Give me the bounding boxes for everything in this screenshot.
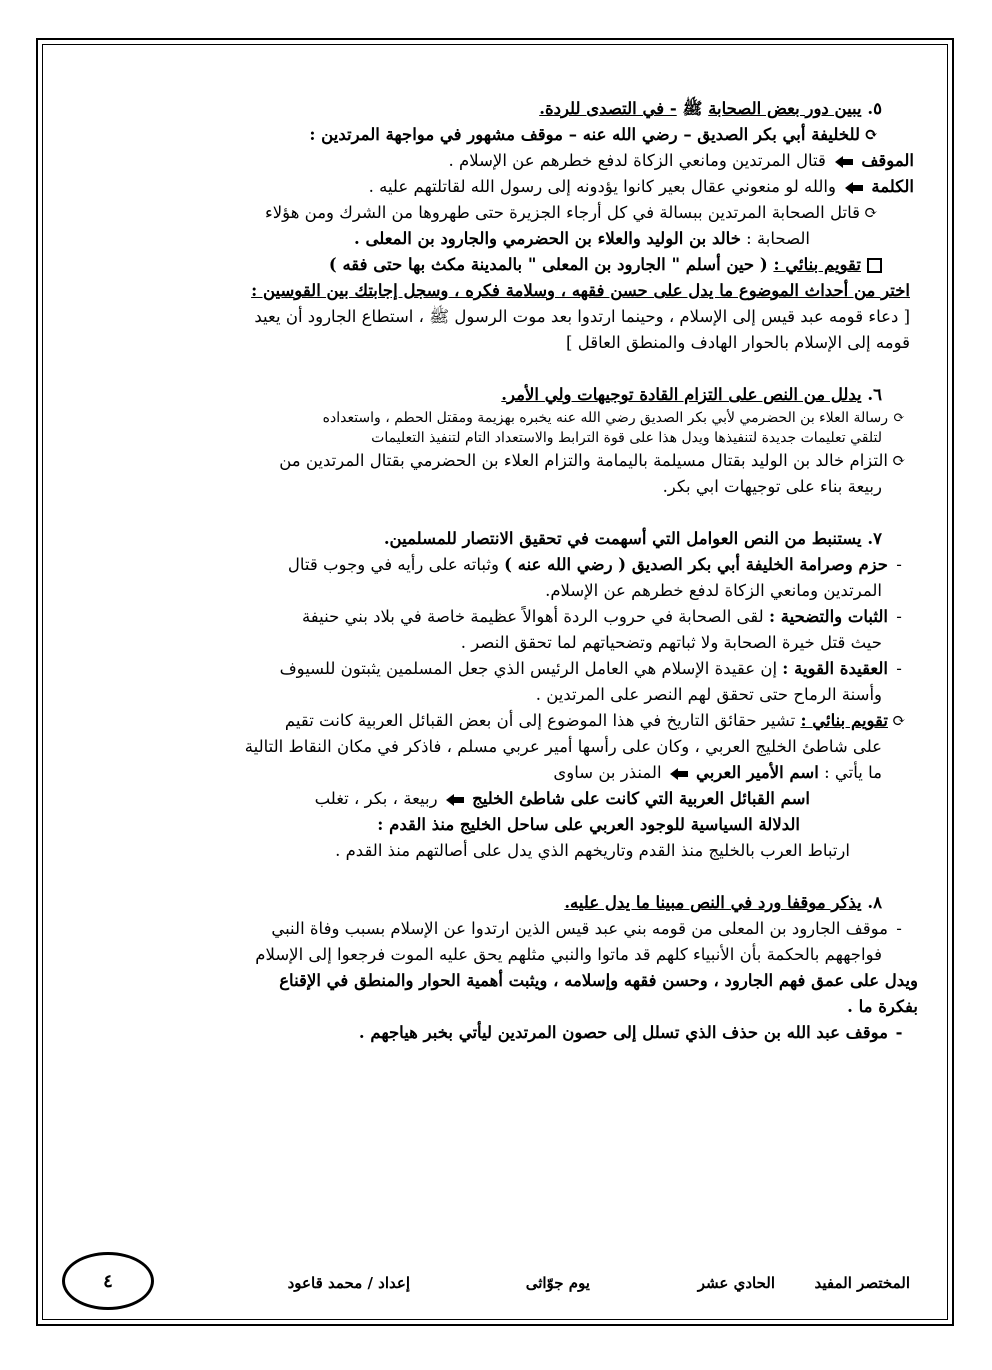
prince-value: المنذر بن ساوى [553,763,662,782]
heading-text: يذكر موقفا ورد في النص مبينا ما يدل عليه. [564,893,862,912]
section-number: ٧. [867,529,882,548]
heading-text: يبين دور بعض الصحابة [708,99,862,118]
dash-bullet: - [896,659,902,678]
list-item-continued: ربيعة بناء على توجيهات ابي بكر. [662,477,882,496]
political-value: ارتباط العرب بالخليج منذ القدم وتاريخهم الذي يدل على أصالتهم منذ القدم . [335,841,850,860]
item-text: الصحابة : [746,229,810,248]
evaluation-text: تشير حقائق التاريخ في هذا الموضوع إلى أن بعض القبائل العربية كانت تقيم [284,711,796,730]
evaluation-text: ما يأتي : [824,763,882,782]
section-number: ٦. [867,385,882,404]
circle-arrow-icon: ⟳ [892,711,906,730]
footer-grade: الحادي عشر [697,1274,775,1292]
factor-item [60,552,910,578]
factor-label: الثبات والتضحية : [768,607,888,626]
list-item [60,916,910,942]
list-item-continued: فواجههم بالحكمة بأن الأنبياء كلهم قد ماتوا والنبي مثلهم يحق عليه الموت فرجعوا إلى الإسلام [255,945,882,964]
list-item-continued [60,226,910,252]
evaluation-line [60,252,910,278]
answer-line: [ دعاء قومه عبد قيس إلى الإسلام ، وحينما ارتدوا بعد موت الرسول ﷺ ، استطاع الجارود أن يعيد [254,307,910,326]
heading-text-end: - في التصدى للردة. [539,99,677,118]
item-text: موقف الجارود بن المعلى من قومه بني عبد قيس الذين ارتدوا عن الإسلام بسبب وفاة النبي [271,919,888,938]
page-number-text: ٤ [103,1270,113,1292]
tribes-label: اسم القبائل العربية التي كانت على شاطئ الخليج [472,789,810,808]
prince-label: اسم الأمير العربي [696,763,819,782]
left-arrow-icon [670,768,688,780]
factor-label: حزم وصرامة الخليفة أبي بكر الصديق ( رضي الله عنه ) [504,555,888,574]
footer-event: يوم جوّاثى [525,1274,590,1292]
section-8-heading [60,890,910,916]
section-6-heading [60,382,910,408]
political-label: الدلالة السياسية للوجود العربي على ساحل الخليج منذ القدم : [377,815,800,834]
factor-item [60,604,910,630]
list-item [60,200,910,226]
factor-text: إن عقيدة الإسلام هي العامل الرئيس الذي جعل المسلمين يثبتون للسيوف [279,659,778,678]
dash-bullet: - [896,607,902,626]
circle-arrow-icon: ⟳ [864,125,878,144]
section-number: ٨. [867,893,882,912]
page-footer [60,1268,920,1308]
heading-text: يدلل من النص على التزام القادة توجيهات ولي الأمر. [501,385,862,404]
factor-text: لقى الصحابة في حروب الردة أهوالاً عظيمة خاصة في بلاد بني حنيفة [301,607,764,626]
left-arrow-icon [845,182,863,194]
item-text: قاتل الصحابة المرتدين ببسالة في كل أرجاء الجزيرة حتى طهروها من الشرك ومن هؤلاء [265,203,860,222]
footer-author: إعداد / محمد قاعود [287,1274,410,1292]
evaluation-label: تقويم بنائي : [773,255,861,274]
item-text: التزام خالد بن الوليد بقتال مسيلمة باليمامة والتزام العلاء بن الحضرمي بقتال المرتدين من [279,451,888,470]
prince-line [60,760,910,786]
evaluation-item [60,708,910,734]
list-item [60,448,910,474]
circle-arrow-icon: ⟳ [893,410,905,426]
left-arrow-icon [446,794,464,806]
evaluation-continued: على شاطئ الخليج العربي ، وكان على رأسها أمير عربي مسلم ، فاذكر في مكان النقاط التالية [244,737,882,756]
list-item-continued: بفكرة ما . [847,997,918,1016]
list-item-continued: ويدل على عمق فهم الجارود ، وحسن فقهه وإسلامه ، ويثبت أهمية الحوار والمنطق في الإقناع [279,971,918,990]
circle-arrow-icon: ⟳ [864,203,878,222]
evaluation-text: ( حين أسلم " الجارود بن المعلى " بالمدينة مكث بها حتى فقه ) [328,255,768,274]
companion-names: خالد بن الوليد والعلاء بن الحضرمي والجارود بن المعلى . [354,229,741,248]
item-text: موقف عبد الله بن حذف الذي تسلل إلى حصون المرتدين ليأتي بخبر هياجهم . [358,1023,888,1042]
list-item [60,122,910,148]
list-item [60,1020,910,1046]
answer-line: قومه إلى الإسلام بالحوار الهادف والمنطق العاقل ] [566,333,910,352]
circle-arrow-icon: ⟳ [892,451,906,470]
footer-title: المختصر المفيد [814,1274,910,1292]
evaluation-label: تقويم بنائي : [800,711,888,730]
factor-text: وثباته على رأيه في وجوب قتال [287,555,499,574]
dash-bullet: - [896,919,902,938]
choose-instruction: اختر من أحداث الموضوع ما يدل على حسن فقهه ، وسلامة فكره ، وسجل إجابتك بين القوسين : [251,281,910,300]
stance-text: قتال المرتدين ومانعي الزكاة لدفع خطرهم عن الإسلام . [448,151,826,170]
document-body [60,96,918,1046]
section-5-heading [60,96,910,122]
factor-continued: وأسنة الرماح حتى تحقق لهم النصر على المرتدين . [535,685,882,704]
list-item-continued: لتلقي تعليمات جديدة لتنفيذها ويدل هذا على قوة الترابط والاستعداد التام لتنفيذ التعليمات [371,430,882,446]
item-text: للخليفة أبي بكر الصديق – رضي الله عنه – موقف مشهور في مواجهة المرتدين : [309,125,860,144]
word-line [60,174,914,200]
honorific-glyph: ﷺ [682,99,703,118]
factor-continued: المرتدين ومانعي الزكاة لدفع خطرهم عن الإسلام. [545,581,882,600]
dash-bullet: - [896,555,902,574]
section-7-heading [60,526,910,552]
factor-item [60,656,910,682]
list-item [60,408,910,428]
item-text: رسالة العلاء بن الحضرمي لأبي بكر الصديق رضي الله عنه يخبره بهزيمة ومقتل الحطم ، واستعداده [322,410,888,426]
section-number: ٥. [867,99,882,118]
tribes-line [60,786,910,812]
left-arrow-icon [835,156,853,168]
stance-label: الموقف [861,151,914,170]
heading-text: يستنبط من النص العوامل التي أسهمت في تحقيق الانتصار للمسلمين. [383,529,862,548]
tribes-value: ربيعة ، بكر ، تغلب [314,789,438,808]
factor-label: العقيدة القوية : [782,659,888,678]
factor-continued: حيث قتل خيرة الصحابة ولا ثباتهم وتضحياتهم لما تحقق النصر . [460,633,882,652]
word-text: والله لو منعوني عقال بعير كانوا يؤدونه إلى رسول الله لقاتلتهم عليه . [368,177,836,196]
word-label: الكلمة [871,177,914,196]
stance-line [60,148,914,174]
square-box-icon [867,258,882,273]
page-number [62,1252,154,1310]
dash-bullet: - [895,1023,903,1042]
